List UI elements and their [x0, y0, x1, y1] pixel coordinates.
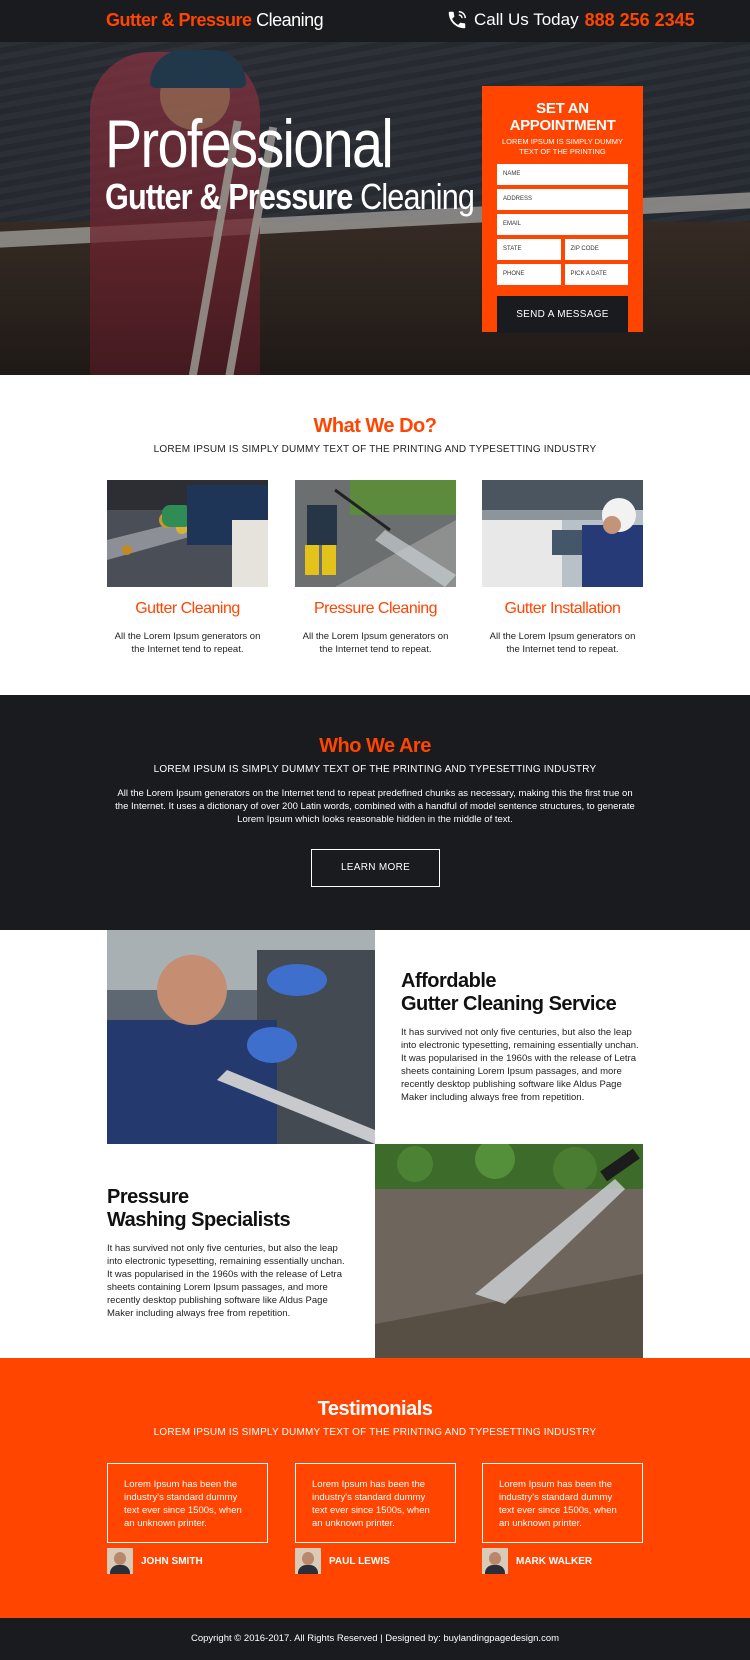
name-field[interactable]: NAME — [497, 164, 628, 185]
testimonials-title: Testimonials — [317, 1398, 433, 1420]
services-title: What We Do? — [313, 415, 437, 437]
hero-subtitle-light: Cleaning — [360, 176, 475, 217]
date-picker-field[interactable]: PICK A DATE — [565, 264, 629, 285]
appointment-form — [482, 86, 643, 332]
feature-1-title — [401, 970, 616, 1016]
services-subtitle: LOREM IPSUM IS SIMPLY DUMMY TEXT OF THE PRINTING AND TYPESETTING INDUSTRY — [153, 444, 597, 455]
pressure-spray-photo — [375, 1144, 643, 1358]
email-field[interactable]: EMAIL — [497, 214, 628, 235]
hero-title: Professional — [105, 106, 393, 182]
avatar — [107, 1548, 133, 1574]
hero-subtitle — [105, 176, 474, 218]
testimonials-section — [0, 1358, 750, 1618]
testimonial-name-3: MARK WALKER — [516, 1555, 593, 1567]
service-desc-gutter-cleaning: All the Lorem Ipsum generators on the Internet tend to repeat. — [114, 631, 261, 655]
testimonial-quote-1: Lorem Ipsum has been the industry's standard dummy text ever since 1500s, when an unknown printer. — [107, 1463, 268, 1543]
service-desc-pressure-cleaning: All the Lorem Ipsum generators on the Internet tend to repeat. — [302, 631, 449, 655]
testimonial-person-1 — [107, 1548, 203, 1574]
gutter-installation-image — [482, 480, 643, 587]
logo-light-text: Cleaning — [256, 10, 324, 30]
avatar — [295, 1548, 321, 1574]
zip-code-field[interactable]: ZIP CODE — [565, 239, 629, 260]
appointment-title: SET AN APPOINTMENT — [509, 100, 616, 134]
learn-more-button[interactable]: LEARN MORE — [311, 849, 440, 887]
pressure-washing-image — [375, 1144, 643, 1358]
feature-1-title-line2: Gutter Cleaning Service — [401, 993, 617, 1015]
send-message-button[interactable]: SEND A MESSAGE — [497, 296, 628, 333]
testimonials-subtitle: LOREM IPSUM IS SIMPLY DUMMY TEXT OF THE PRINTING AND TYPESETTING INDUSTRY — [153, 1427, 597, 1438]
testimonial-person-3 — [482, 1548, 592, 1574]
gutter-cleaning-image — [107, 480, 268, 587]
feature-2-title-line2: Washing Specialists — [107, 1209, 291, 1231]
feature-1-title-line1: Affordable — [401, 970, 496, 992]
state-zip-row — [497, 235, 628, 260]
address-field[interactable]: ADDRESS — [497, 189, 628, 210]
service-name-pressure-cleaning: Pressure Cleaning — [313, 600, 438, 617]
testimonial-quote-2: Lorem Ipsum has been the industry's standard dummy text ever since 1500s, when an unknown printer. — [295, 1463, 456, 1543]
phone-number[interactable]: 888 256 2345 — [584, 9, 695, 30]
service-name-gutter-installation: Gutter Installation — [504, 600, 621, 617]
site-logo[interactable] — [106, 10, 323, 31]
state-field[interactable]: STATE — [497, 239, 561, 260]
logo-bold-text: Gutter & Pressure — [106, 10, 252, 30]
testimonial-name-1: JOHN SMITH — [141, 1555, 203, 1567]
gutter-installer-photo — [482, 480, 643, 587]
testimonial-person-2 — [295, 1548, 390, 1574]
pressure-washer-photo — [295, 480, 456, 587]
service-desc-gutter-installation: All the Lorem Ipsum generators on the Internet tend to repeat. — [489, 631, 636, 655]
who-we-are-section — [0, 695, 750, 930]
worker-gloves-photo — [107, 930, 375, 1144]
phone-icon — [446, 9, 468, 31]
testimonial-quote-3: Lorem Ipsum has been the industry's standard dummy text ever since 1500s, when an unknown printer. — [482, 1463, 643, 1543]
who-description: All the Lorem Ipsum generators on the Internet tend to repeat predefined chunks as necessary, making this the first true on the Internet. It uses a dictionary of over 200 Latin words, combined with a handful of model sentence structures, to generate Lorem Ipsum which looks reasonable hidden in the middle of text. — [115, 788, 635, 825]
gutter-leaves-photo — [107, 480, 268, 587]
pressure-cleaning-image — [295, 480, 456, 587]
phone-field[interactable]: PHONE — [497, 264, 561, 285]
site-footer — [0, 1618, 750, 1660]
who-subtitle: LOREM IPSUM IS SIMPLY DUMMY TEXT OF THE PRINTING AND TYPESETTING INDUSTRY — [153, 764, 597, 775]
site-header — [0, 0, 750, 42]
feature-1-text: It has survived not only five centuries, but also the leap into electronic typesetting, remaining essentially unchan. It was popularised in the 1960s with the release of Letra sheets containing Lorem Ipsum passages, and more recently desktop publishing software like Aldus Page Maker including always free from repetition. — [401, 1027, 639, 1103]
gutter-cleaning-service-image — [107, 930, 375, 1144]
hero-subtitle-bold: Gutter & Pressure — [105, 176, 353, 217]
feature-2-title-line1: Pressure — [107, 1186, 189, 1208]
service-name-gutter-cleaning: Gutter Cleaning — [135, 600, 240, 617]
footer-copyright: Copyright © 2016-2017. All Rights Reserved | Designed by: buylandingpagedesign.com — [190, 1633, 560, 1644]
feature-2-title — [107, 1186, 290, 1232]
call-label: Call Us Today — [474, 10, 579, 29]
call-us[interactable] — [446, 9, 695, 31]
phone-date-row — [497, 260, 628, 285]
appointment-subtitle: LOREM IPSUM IS SIMPLY DUMMY TEXT OF THE PRINTING — [502, 137, 623, 156]
testimonial-name-2: PAUL LEWIS — [329, 1555, 390, 1567]
who-title: Who We Are — [319, 735, 431, 757]
avatar — [482, 1548, 508, 1574]
feature-2-text: It has survived not only five centuries, but also the leap into electronic typesetting, remaining essentially unchan. It was popularised in the 1960s with the release of Letra sheets containing Lorem Ipsum passages, and more recently desktop publishing software like Aldus Page Maker including always free from repetition. — [107, 1243, 345, 1319]
